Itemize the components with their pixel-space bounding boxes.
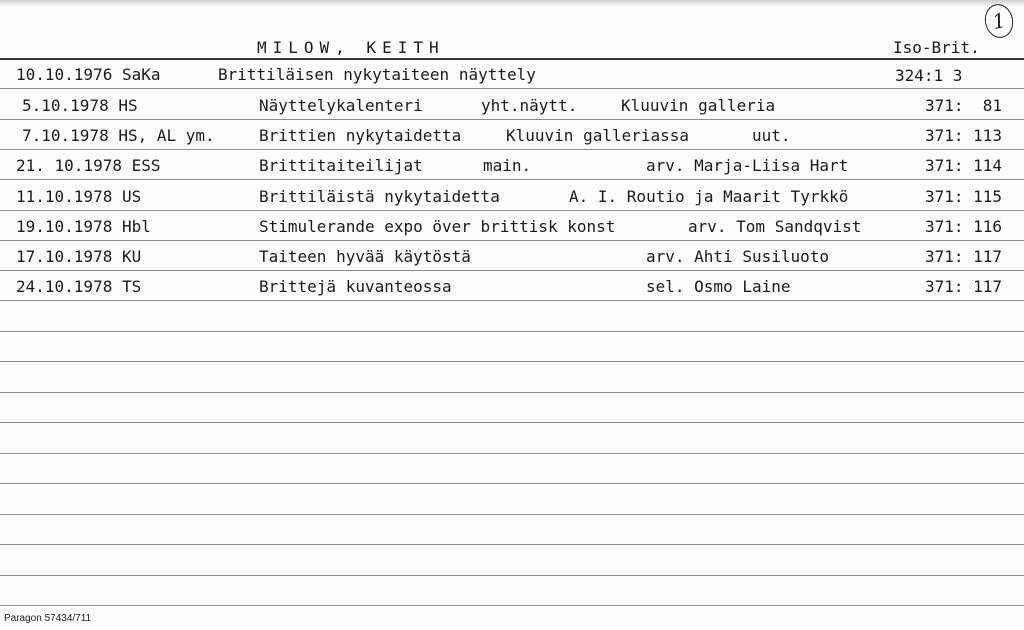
empty-rule [0,483,1024,484]
card-country: Iso-Brit. [893,38,980,57]
row-rule [0,210,1024,211]
row-rule [0,88,1024,89]
row-date-source: 17.10.1978 KU [16,247,142,266]
empty-rule [0,453,1024,454]
row-extra: A. I. Routio ja Maarit Tyrkkö [569,187,849,206]
row-rule [0,119,1024,120]
row-title: Näyttelykalenteri [259,96,423,115]
row-ref: 324:1 3 [895,66,963,85]
row-rule [0,240,1024,241]
row-date-source: 7.10.1978 HS, AL ym. [22,126,215,145]
row-extra: Kluuvin galleriassa [506,126,690,145]
row-rule [0,179,1024,180]
row-ref: 371: 113 [925,126,1003,145]
printer-imprint: Paragon 57434/711 [4,613,92,624]
row-title: Brittiläistä nykytaidetta [259,187,500,206]
row-date-source: 11.10.1978 US [16,187,142,206]
row-date-source: 10.10.1976 SaKa [16,65,161,84]
page-number-mark: 1 [982,1,1016,40]
row-date-source: 21. 10.1978 ESS [16,156,161,175]
row-author: arv. Marja-Liisa Hart [646,156,849,175]
row-title: Brittien nykytaidetta [259,126,462,145]
row-date-source: 24.10.1978 TS [16,277,142,296]
empty-rule [0,575,1024,576]
row-ref: 371: 117 [925,277,1003,296]
row-ref: 371: 115 [925,187,1003,206]
row-rule [0,149,1024,150]
row-date-source: 5.10.1978 HS [22,96,138,115]
row-author: Kluuvin galleria [621,96,776,115]
row-author: sel. Osmo Laine [646,277,791,296]
empty-rule [0,331,1024,332]
card-name: MILOW, KEITH [257,38,445,57]
row-author: arv. Ahti Susiluoto [646,247,830,266]
empty-rule [0,361,1024,362]
row-date-source: 19.10.1978 Hbl [16,217,151,236]
row-title: Brittejä kuvanteossa [259,277,452,296]
row-ref: 371: 81 [925,96,1003,115]
row-author: uut. [752,126,791,145]
row-title: Taiteen hyvää käytöstä [259,247,471,266]
empty-rule [0,544,1024,545]
card-top-edge [0,0,1024,6]
row-rule [0,270,1024,271]
row-title: Stimulerande expo över brittisk konst [259,217,616,236]
empty-rule [0,392,1024,393]
row-extra: main. [483,156,532,175]
row-ref: 371: 116 [925,217,1003,236]
empty-rule [0,422,1024,423]
row-rule [0,300,1024,301]
row-extra: yht.näytt. [481,96,578,115]
row-ref: 371: 114 [925,156,1003,175]
empty-rule [0,514,1024,515]
row-ref: 371: 117 [925,247,1003,266]
row-title: Brittiläisen nykytaiteen näyttely [218,65,536,84]
empty-rule [0,605,1024,606]
row-title: Brittitaiteilijat [259,156,423,175]
header-rule [0,58,1024,60]
row-author: arv. Tom Sandqvist [688,217,862,236]
